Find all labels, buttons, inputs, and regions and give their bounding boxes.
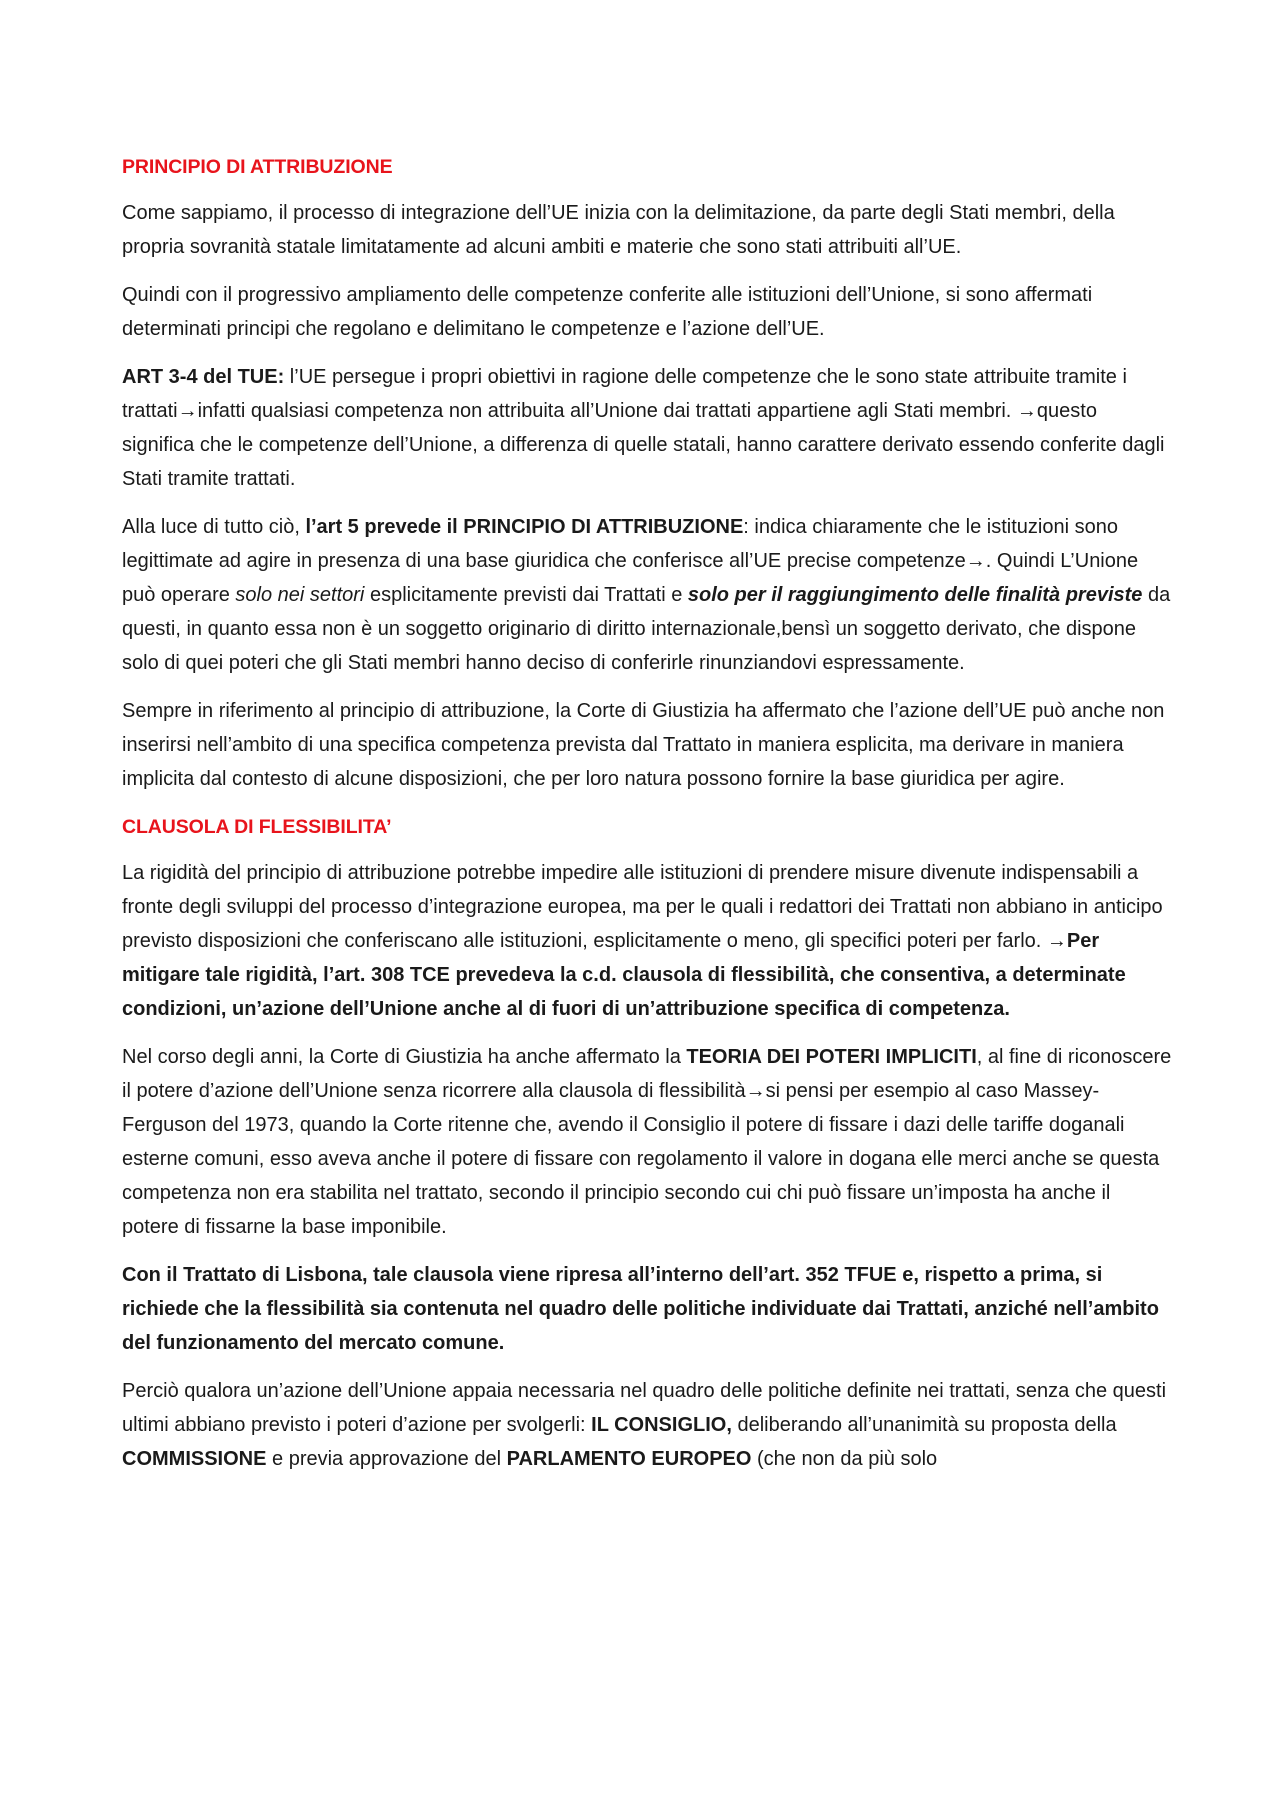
text-run: deliberando all’unanimità su proposta della: [731, 1414, 1117, 1436]
text-run: da questi, in quanto essa non è un soggetto originario di diritto internazionale,bensì un soggetto derivato, che dispone solo di quei poteri che gli Stati membri hanno deciso di conferirle rinunziandovi espressamente.: [122, 584, 1171, 674]
bold-run-commissione: COMMISSIONE: [122, 1448, 267, 1470]
bold-run-parlamento: PARLAMENTO EUROPEO: [506, 1448, 752, 1470]
italic-run: solo nei settori: [235, 584, 365, 606]
text-run: La rigidità del principio di attribuzione potrebbe impedire alle istituzioni di prendere misure divenute indispensabili a fronte degli sviluppi del processo d’integrazione europea, ma per le quali i redattori dei Trattati non abbiano in anticipo previsto disposizioni che conferiscano alle istituzioni, esplicitamente o meno, gli specifici poteri per farlo.: [122, 862, 1163, 952]
text-run: : indica chiaramente che le istituzioni sono legittimate ad agire in presenza di una base giuridica che conferisce all’UE precise competenze→. Quindi L’Unione può operare: [122, 516, 1139, 606]
paragraph-7: [122, 1040, 1172, 1244]
bold-run-principio: PRINCIPIO DI ATTRIBUZIONE: [463, 516, 744, 538]
text-run: (che non da più solo: [751, 1448, 938, 1470]
paragraph-9: [122, 1374, 1172, 1476]
text-run: Alla luce di tutto ciò,: [122, 516, 306, 538]
document-page: [122, 150, 1172, 1490]
text-run: , al fine di riconoscere il potere d’azione dell’Unione senza ricorrere alla clausola di flessibilità→si pensi per esempio al caso Massey-Ferguson del 1973, quando la Corte ritenne che, avendo il Consiglio il potere di fissare i dazi delle tariffe doganali esterne comuni, esso aveva anche il potere di fissare con regolamento il valore in dogana elle merci anche se questa competenza non era stabilita nel trattato, secondo il principio secondo cui chi può fissare un’imposta ha anche il potere di fissarne la base imponibile.: [122, 1046, 1172, 1238]
paragraph-6: [122, 856, 1172, 1026]
text-run: esplicitamente previsti dai Trattati e: [364, 584, 688, 606]
paragraph-2: Quindi con il progressivo ampliamento delle competenze conferite alle istituzioni dell’Unione, si sono affermati determinati principi che regolano e delimitano le competenze e l’azione dell’UE.: [122, 284, 1093, 340]
section-heading-principio: PRINCIPIO DI ATTRIBUZIONE: [122, 156, 393, 178]
paragraph-4: [122, 510, 1172, 680]
text-run: e previa approvazione del: [266, 1448, 507, 1470]
paragraph-8: [122, 1258, 1172, 1360]
paragraph-1: Come sappiamo, il processo di integrazione dell’UE inizia con la delimitazione, da parte degli Stati membri, della propria sovranità statale limitatamente ad alcuni ambiti e materie che sono stati attribuiti all’UE.: [122, 202, 1115, 258]
text-run: Perciò qualora un’azione dell’Unione appaia necessaria nel quadro delle politiche definite nei trattati, senza che questi ultimi abbiano previsto i poteri d’azione per svolgerli:: [122, 1380, 1167, 1436]
section-heading-clausola: CLAUSOLA DI FLESSIBILITA’: [122, 816, 392, 838]
text-run: Nel corso degli anni, la Corte di Giustizia ha anche affermato la: [122, 1046, 687, 1068]
bold-lead-art-3-4: ART 3-4 del TUE:: [122, 366, 285, 388]
bold-run-consiglio: IL CONSIGLIO,: [591, 1414, 732, 1436]
bold-run: l’art 5 prevede il: [305, 516, 464, 538]
bold-run-art-308: →Per mitigare tale rigidità, l’art. 308 TCE prevedeva la c.d. clausola di flessibilità, che consentiva, a determinate condizioni, un’azione dell’Unione anche al di fuori di un’attribuzione specifica di competenza.: [122, 930, 1126, 1020]
bold-paragraph-lisbona: Con il Trattato di Lisbona, tale clausola viene ripresa all’interno dell’art. 352 TFUE e, rispetto a prima, si richiede che la flessibilità sia contenuta nel quadro delle politiche individuate dai Trattati, anziché nell’ambito del funzionamento del mercato comune.: [122, 1264, 1159, 1354]
paragraph-3: [122, 360, 1172, 496]
bold-run-teoria: TEORIA DEI POTERI IMPLICITI: [686, 1046, 977, 1068]
bold-italic-run: solo per il raggiungimento delle finalità previste: [687, 584, 1143, 606]
paragraph-3-text: l’UE persegue i propri obiettivi in ragione delle competenze che le sono state attribuite tramite i trattati→infatti qualsiasi competenza non attribuita all’Unione dai trattati appartiene agli Stati membri. →questo significa che le competenze dell’Unione, a differenza di quelle statali, hanno carattere derivato essendo conferite dagli Stati tramite trattati.: [122, 366, 1165, 490]
paragraph-5: Sempre in riferimento al principio di attribuzione, la Corte di Giustizia ha affermato che l’azione dell’UE può anche non inserirsi nell’ambito di una specifica competenza prevista dal Trattato in maniera esplicita, ma derivare in maniera implicita dal contesto di alcune disposizioni, che per loro natura possono fornire la base giuridica per agire.: [122, 700, 1165, 790]
